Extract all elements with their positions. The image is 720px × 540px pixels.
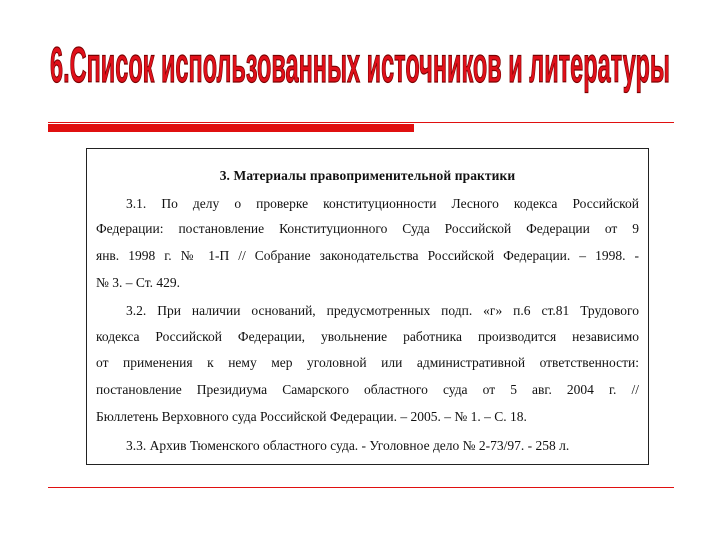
document-line: от применения к нему мер уголовной или административной ответственности:	[96, 355, 639, 370]
document-line: кодекса Российской Федерации, увольнение работника производится независимо	[96, 329, 639, 344]
slide-title	[40, 28, 680, 96]
document-line: постановление Президиума Самарского областного суда от 5 авг. 2004 г. //	[96, 382, 639, 397]
document-line: 3.3. Архив Тюменского областного суда. - Уголовное дело № 2-73/97. - 258 л.	[126, 438, 570, 453]
accent-bar	[48, 124, 414, 132]
document-line: № 3. – Ст. 429.	[96, 275, 180, 290]
divider-line-top	[48, 122, 674, 123]
document-line: 3.2. При наличии оснований, предусмотренных подп. «г» п.6 ст.81 Трудового	[126, 303, 639, 318]
document-line: Бюллетень Верховного суда Российской Федерации. – 2005. – № 1. – С. 18.	[96, 409, 527, 424]
slide-title-wordart	[40, 28, 680, 96]
divider-line-bottom	[48, 487, 674, 488]
document-line: янв. 1998 г. № 1-П // Собрание законодательства Российской Федерации. – 1998. -	[96, 248, 639, 263]
document-line: Федерации: постановление Конституционного Суда Российской Федерации от 9	[96, 221, 639, 236]
section-heading: 3. Материалы правоприменительной практики	[219, 168, 516, 183]
document-line: 3.1. По делу о проверке конституционности Лесного кодекса Российской	[126, 196, 639, 211]
document-scan	[86, 148, 649, 465]
slide-title-text: 6.Список использованных источников и литературы	[50, 37, 670, 93]
